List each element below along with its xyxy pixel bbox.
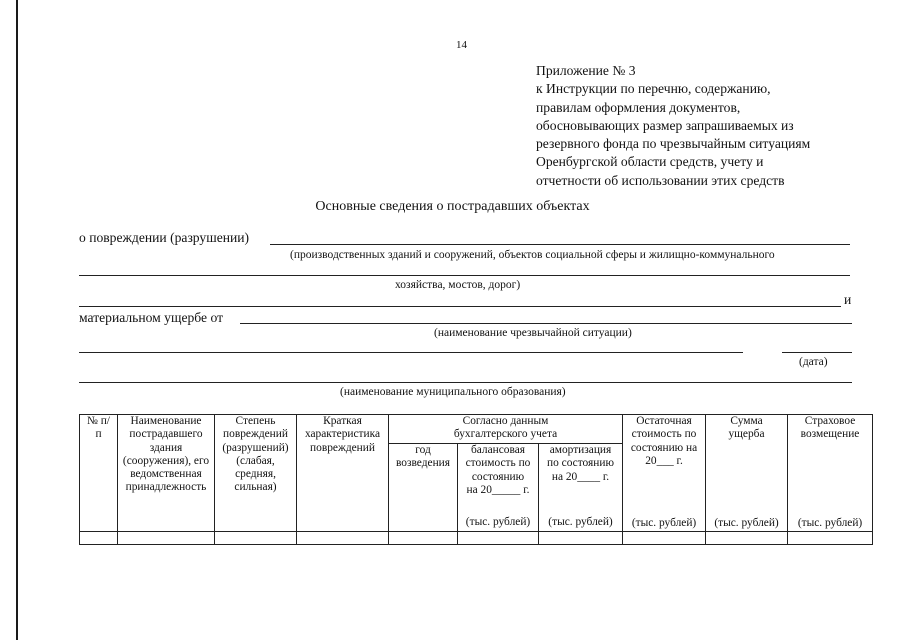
- appendix-line: обосновывающих размер запрашиваемых из: [536, 117, 794, 133]
- header-brief-text: Краткая характеристика повреждений: [304, 415, 381, 454]
- header-balance: [458, 444, 539, 532]
- date-hint: (дата): [799, 356, 828, 368]
- form-title: Основные сведения о пострадавших объектах: [315, 199, 590, 214]
- damage-label: о повреждении (разрушении): [79, 230, 250, 245]
- objects-table: [79, 414, 873, 545]
- date-fill-line[interactable]: [782, 352, 852, 353]
- table-row: [80, 532, 873, 545]
- scan-left-edge: [16, 0, 18, 640]
- material-label: материальном ущербе от: [79, 310, 224, 325]
- appendix-line: Оренбургской области средств, учету и: [536, 154, 764, 170]
- table-cell[interactable]: [788, 532, 873, 545]
- table-cell[interactable]: [706, 532, 788, 545]
- table-cell[interactable]: [297, 532, 389, 545]
- header-year-text: год возведения: [396, 444, 450, 470]
- appendix-line: Приложение № 3: [536, 63, 636, 78]
- header-object-name-text: Наименование пострадавшего здания (сооружения), его ведомственная принадлежность: [122, 415, 210, 494]
- header-residual-text: Остаточная стоимость по состоянию на 20___ г.: [630, 415, 698, 467]
- header-amortization-text: амортизация по состоянию на 20____ г.: [547, 444, 614, 483]
- header-amortization-unit: (тыс. рублей): [548, 515, 613, 528]
- emergency-hint: (наименование чрезвычайной ситуации): [434, 327, 632, 339]
- municipality-fill-line[interactable]: [79, 382, 852, 383]
- table-cell[interactable]: [539, 532, 623, 545]
- table-cell[interactable]: [118, 532, 215, 545]
- appendix-line: к Инструкции по перечню, содержанию,: [536, 81, 771, 97]
- header-insurance-unit: (тыс. рублей): [797, 516, 863, 529]
- header-damage-sum: [706, 415, 788, 532]
- header-num-text: № п/п: [87, 415, 110, 441]
- appendix-header: [536, 62, 810, 190]
- appendix-line: отчетности об использовании этих средств: [536, 172, 785, 188]
- header-balance-unit: (тыс. рублей): [465, 515, 531, 528]
- header-damage-sum-text: Сумма ущерба: [728, 415, 765, 441]
- header-accounting: [389, 415, 623, 444]
- table-cell[interactable]: [80, 532, 118, 545]
- damage-hint-2: хозяйства, мостов, дорог): [395, 279, 521, 291]
- header-accounting-text: Согласно данным бухгалтерского учета: [453, 415, 558, 441]
- table-cell[interactable]: [389, 532, 458, 545]
- appendix-line: правилам оформления документов,: [536, 99, 741, 115]
- table-cell[interactable]: [458, 532, 539, 545]
- header-insurance: [788, 415, 873, 532]
- header-residual: [623, 415, 706, 532]
- header-object-name: [118, 415, 215, 532]
- damage-fill-line-2[interactable]: [79, 275, 850, 276]
- damage-fill-line-1[interactable]: [270, 244, 850, 245]
- header-damage-degree-text: Степень повреждений (разрушений) (слабая, средняя, сильная): [222, 415, 289, 494]
- emergency-fill-line-2[interactable]: [79, 352, 743, 353]
- emergency-fill-line[interactable]: [240, 323, 852, 324]
- page-number: 14: [456, 39, 467, 51]
- header-insurance-text: Страховое возмещение: [800, 415, 860, 441]
- table-cell[interactable]: [215, 532, 297, 545]
- and-word: и: [844, 292, 852, 307]
- header-balance-text: балансовая стоимость по состоянию на 20_____ г.: [465, 444, 531, 496]
- table-cell[interactable]: [623, 532, 706, 545]
- header-num: [80, 415, 118, 532]
- header-residual-unit: (тыс. рублей): [631, 516, 697, 529]
- header-year: [389, 444, 458, 532]
- damage-fill-line-3[interactable]: [79, 306, 841, 307]
- header-damage-degree: [215, 415, 297, 532]
- municipality-hint: (наименование муниципального образования): [340, 386, 566, 398]
- header-brief: [297, 415, 389, 532]
- header-amortization: [539, 444, 623, 532]
- damage-hint-1: (производственных зданий и сооружений, объектов социальной сферы и жилищно-коммунального: [290, 249, 775, 261]
- header-damage-sum-unit: (тыс. рублей): [714, 516, 779, 529]
- appendix-line: резервного фонда по чрезвычайным ситуациям: [536, 136, 811, 152]
